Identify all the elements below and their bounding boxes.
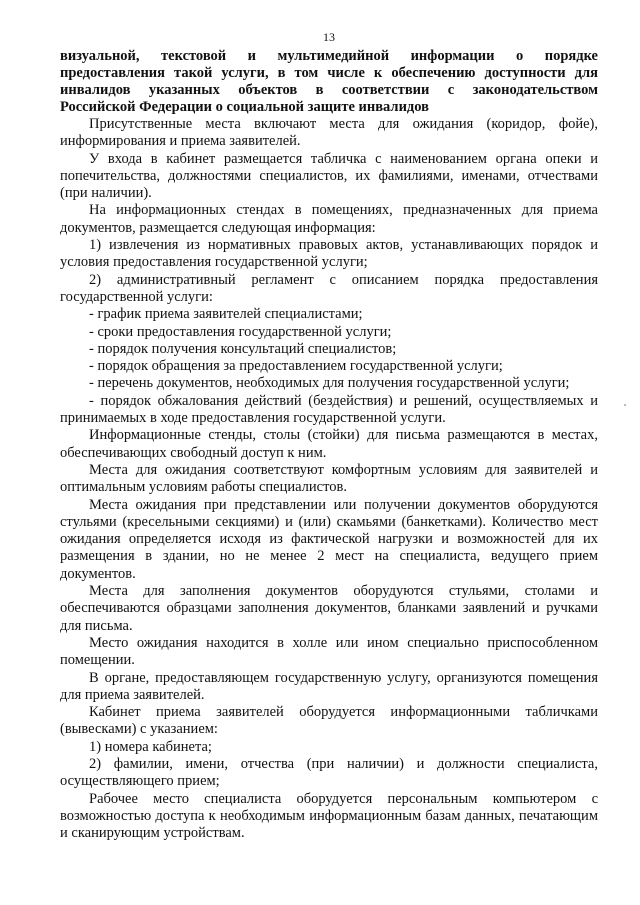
heading-line-3: инвалидов указанных объектов в соответствии с законодательством <box>60 82 598 98</box>
paragraph-reception-rooms: В органе, предоставляющем государственную услугу, организуются помещения для приема заявителей. <box>60 669 598 703</box>
page-number: 13 <box>323 30 335 44</box>
list-item-appeal-procedure: - порядок обжалования действий (бездействия) и решений, осуществляемых и принимаемых в ходе предоставления государственной услуги. <box>60 392 598 427</box>
list-item-documents-list: - перечень документов, необходимых для получения государственной услуги; <box>89 375 570 392</box>
scan-dot <box>624 404 626 406</box>
paragraph-workplace: Рабочее место специалиста оборудуется персональным компьютером с возможностью доступа к необходимым информационным базам данных, печатающим и сканирующим устройствам. <box>60 790 598 842</box>
paragraph-waiting-seating: Места ожидания при представлении или получении документов оборудуются стульями (кресельными секциями) и (или) скамьями (банкетками). Количество мест ожидания определяется исходя из фактической нагрузки и возможностей для их размещения в здании, но не менее 2 мест на специалиста, ведущего прием документов. <box>60 496 598 582</box>
paragraph-entrance-sign: У входа в кабинет размещается табличка с наименованием органа опеки и попечительства, должностями специалистов, их фамилиями, именами, отчествами (при наличии). <box>60 150 598 202</box>
list-item-consultations: - порядок получения консультаций специалистов; <box>89 340 397 357</box>
paragraph-stands-placement: Информационные стенды, столы (стойки) для письма размещаются в местах, обеспечивающих свободный доступ к ним. <box>60 427 598 461</box>
list-item-application-procedure: - порядок обращения за предоставлением государственной услуги; <box>89 358 503 375</box>
list-item-specialist-name: 2) фамилии, имени, отчества (при наличии) и должности специалиста, осуществляющего прием; <box>60 755 598 790</box>
paragraph-info-stands: На информационных стендах в помещениях, предназначенных для приема документов, размещается следующая информация: <box>60 202 598 236</box>
list-item-room-number: 1) номера кабинета; <box>89 738 212 755</box>
heading-line-1: визуальной, текстовой и мультимедийной информации о порядке <box>60 48 598 64</box>
paragraph-waiting-comfort: Места для ожидания соответствуют комфортным условиям для заявителей и оптимальным условиям работы специалистов. <box>60 461 598 496</box>
list-item-legal-extracts: 1) извлечения из нормативных правовых актов, устанавливающих порядок и условия предоставления государственной услуги; <box>60 237 598 271</box>
paragraph-filling-places: Места для заполнения документов оборудуются стульями, столами и обеспечиваются образцами заполнения документов, бланками заявлений и ручками для письма. <box>60 583 598 634</box>
list-item-terms: - сроки предоставления государственной услуги; <box>89 323 392 340</box>
paragraph-waiting-location: Место ожидания находится в холле или ином специально приспособленном помещении. <box>60 634 598 669</box>
list-item-schedule: - график приема заявителей специалистами; <box>89 306 363 323</box>
heading-line-4: Российской Федерации о социальной защите инвалидов <box>60 99 429 115</box>
section-heading <box>60 48 598 116</box>
document-page <box>60 30 598 842</box>
document-body <box>60 116 598 842</box>
paragraph-presence-places: Присутственные места включают места для ожидания (коридор, фойе), информирования и приема заявителей. <box>60 116 598 150</box>
list-item-admin-regulation: 2) административный регламент с описанием порядка предоставления государственной услуги: <box>60 271 598 305</box>
heading-line-2: предоставления такой услуги, в том числе к обеспечению доступности для <box>60 65 598 81</box>
paragraph-office-signs: Кабинет приема заявителей оборудуется информационными табличками (вывесками) с указанием: <box>60 704 598 738</box>
